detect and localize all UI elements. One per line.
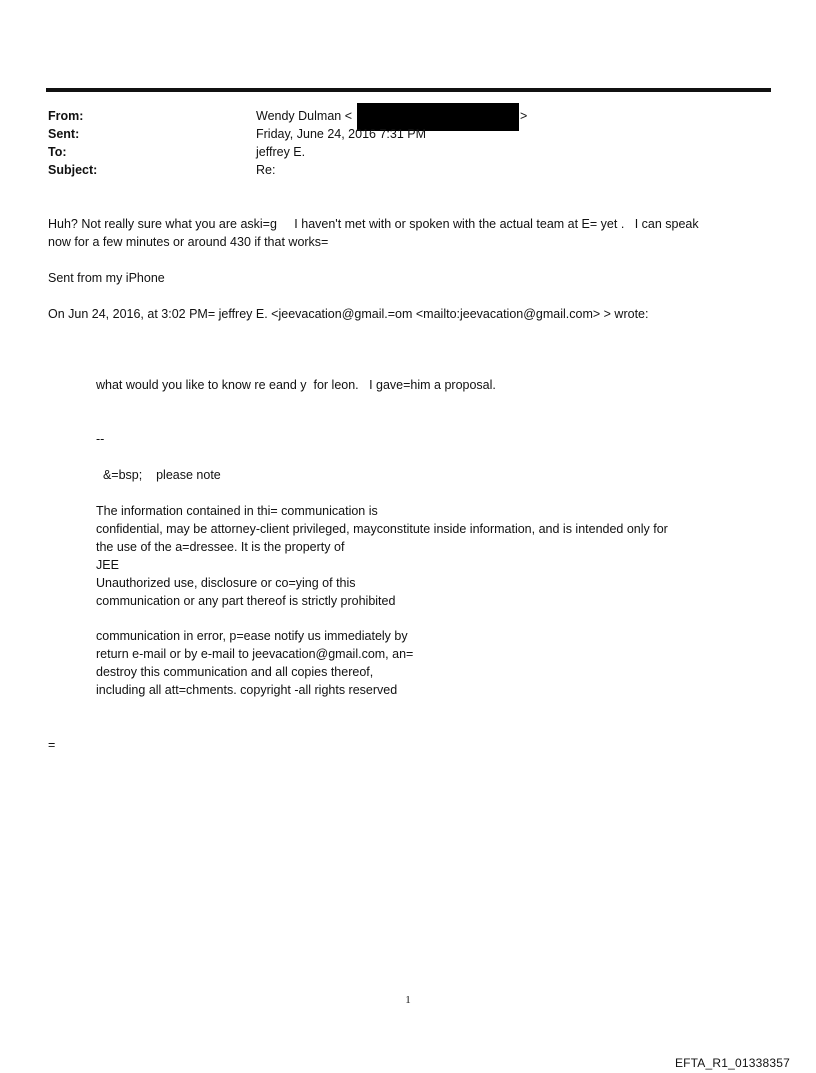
email-header [48, 107, 768, 179]
bates-stamp: EFTA_R1_01338357 [674, 1056, 790, 1070]
header-rule [46, 88, 771, 92]
page-number: 1 [405, 994, 411, 1006]
sent-value: Friday, June 24, 2016 7:31 PM [256, 127, 427, 141]
from-label: From: [48, 109, 84, 123]
disclaimer-block-2 [96, 627, 756, 699]
disclaimer-line: Unauthorized use, disclosure or co=ying of this [96, 576, 356, 590]
disclaimer-line: communication or any part thereof is strictly prohibited [96, 594, 396, 608]
to-row [48, 143, 768, 161]
disclaimer-line: The information contained in thi= communication is [96, 504, 378, 518]
subject-label: Subject: [48, 163, 98, 177]
to-value: jeffrey E. [256, 145, 306, 159]
disclaimer-line: the use of the a=dressee. It is the property of [96, 540, 345, 554]
disclaimer-line: return e-mail or by e-mail to jeevacation@gmail.com, an= [96, 647, 414, 661]
quoted-message: what would you like to know re eand y for leon. I gave=him a proposal. [96, 378, 496, 392]
from-tail: > [520, 109, 528, 123]
body-line-2: now for a few minutes or around 430 if that works= [48, 235, 329, 249]
to-label: To: [48, 145, 67, 159]
subject-value: Re: [256, 163, 276, 177]
trailing-equals: = [48, 738, 56, 752]
from-name: Wendy Dulman < [256, 109, 352, 123]
disclaimer-block [96, 502, 756, 610]
quote-intro: On Jun 24, 2016, at 3:02 PM= jeffrey E. <jeevacation@gmail.=om <mailto:jeevacation@gmail.com> > wrote: [48, 307, 649, 321]
disclaimer-line: confidential, may be attorney-client privileged, mayconstitute inside information, and is intended only for [96, 522, 668, 536]
sent-row [48, 125, 768, 143]
disclaimer-line: communication in error, p=ease notify us immediately by [96, 629, 408, 643]
please-note: &=bsp; please note [96, 468, 221, 482]
disclaimer-line: JEE [96, 558, 119, 572]
quoted-dashes: -- [96, 432, 105, 446]
from-value [256, 107, 528, 125]
body-line-1: Huh? Not really sure what you are aski=g I haven't met with or spoken with the actual team at E= yet . I can speak [48, 217, 699, 231]
disclaimer-line: destroy this communication and all copies thereof, [96, 665, 374, 679]
from-row [48, 107, 768, 125]
subject-row [48, 161, 768, 179]
signature: Sent from my iPhone [48, 271, 165, 285]
sent-label: Sent: [48, 127, 80, 141]
disclaimer-line: including all att=chments. copyright -all rights reserved [96, 683, 398, 697]
